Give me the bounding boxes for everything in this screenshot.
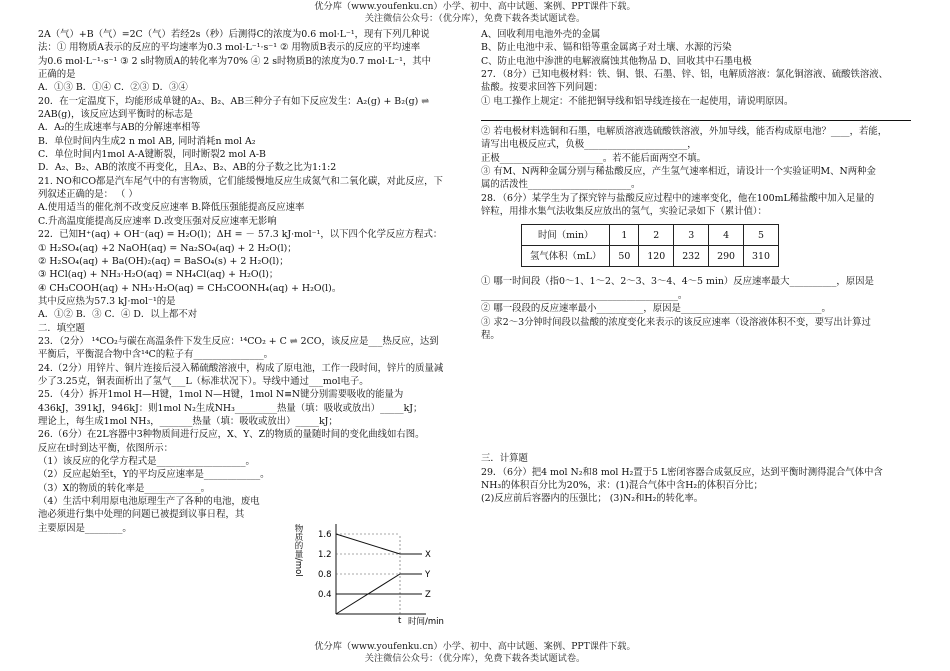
left-text-block	[38, 28, 470, 535]
right-column	[481, 28, 921, 628]
right-line: 盐酸。按要求回答下列问题：	[481, 82, 603, 94]
right-line: 锌粒，用排水集气法收集反应放出的氢气，实验记录如下（累计值）：	[481, 206, 767, 218]
right-text-block-2	[481, 275, 921, 342]
right-line: 正极______________________。若不能后面两空不填。	[481, 152, 707, 164]
page-footer	[0, 641, 950, 665]
right2-line: ② 哪一段段的反应速率最小__________，原因是______________________________。	[481, 303, 831, 315]
series-line-x	[336, 534, 422, 554]
table-row	[522, 246, 779, 267]
left-line: 2AB(g)，该反应达到平衡时的标志是	[38, 109, 193, 121]
left-line: 平衡后，平衡混合物中含¹⁴C的粒子有_______________。	[38, 349, 274, 361]
table-cell: 氢气体积（mL）	[522, 246, 610, 267]
left-line: 24.（2分）用锌片、铜片连接后浸入稀硫酸溶液中，构成了原电池，工作一段时间，锌片的质量减	[38, 362, 444, 374]
table-cell: 3	[674, 225, 709, 246]
table-cell: 50	[610, 246, 639, 267]
y-tick-label: 1.2	[318, 550, 332, 560]
right2-line: ③ 求2～3分钟时间段以盐酸的浓度变化来表示的该反应速率（设溶液体积不变，要写出计算过	[481, 316, 871, 328]
left-line: ① H₂SO₄(aq) +2 NaOH(aq) = Na₂SO₄(aq) + 2 H₂O(l)；	[38, 242, 297, 254]
right-line: 请写出电极反应式，负极______________________，	[481, 139, 697, 151]
table-header-row	[522, 225, 779, 246]
left-line: 436kJ，391kJ，946kJ：则1mol N₂生成NH₃_________热量（填：吸收或放出）_____kJ；	[38, 402, 423, 414]
left-line: C.升高温度能提高反应速率 D.改变压强对反应速率无影响	[38, 215, 277, 227]
table-cell: 时间（min）	[522, 225, 610, 246]
left-line: A．①③ B．①④ C．②③ D．③④	[38, 82, 188, 94]
left-line: 池必须进行集中处理的问题已被提到议事日程，其	[38, 509, 245, 521]
left-line: 23．（2分） ¹⁴CO₂与碳在高温条件下发生反应：¹⁴CO₂ + C ⇌ 2CO，该反应是___热反应，达到	[38, 335, 439, 347]
left-line: 少了3.25克，铜表面析出了氢气___L（标准状况下）。导线中通过___mol电子。	[38, 375, 369, 387]
left-line: 25．（4分）拆开1mol H—H键，1mol N—H键，1mol N≡N键分别需要吸收的能量为	[38, 389, 404, 401]
left-line: （4）生活中利用原电池原理生产了各种的电池，废电	[38, 496, 260, 508]
left-line: A．①② B．③ C．④ D．以上都不对	[38, 309, 198, 321]
right3-line: (2)反应前后容器内的压强比； (3)N₂和H₂的转化率。	[481, 493, 704, 505]
right2-line: __________________________________________。	[481, 289, 688, 301]
right-line: ② 若电极材料选铜和石墨，电解质溶液选硫酸铁溶液，外加导线，能否构成原电池？____，若能，	[481, 126, 888, 138]
left-line: （3）X的物质的转化率是____________。	[38, 482, 211, 494]
left-line: 22．已知H⁺(aq) + OH⁻(aq) = H₂O(l)；ΔH = － 57.3 kJ·mol⁻¹，以下四个化学反应方程式：	[38, 229, 443, 241]
table-cell: 2	[639, 225, 674, 246]
y-tick-label: 0.8	[318, 570, 332, 580]
chart-xlabel: 时间/min	[408, 617, 444, 627]
table-cell: 4	[709, 225, 744, 246]
y-tick-label: 0.4	[318, 590, 332, 600]
right-line	[481, 108, 911, 121]
right-line: 28．（6分）某学生为了探究锌与盐酸反应过程中的速率变化，他在100mL稀盐酸中加入足量的	[481, 192, 875, 204]
left-line: 其中反应热为57.3 kJ·mol⁻¹的是	[38, 295, 176, 307]
right-line: ① 电工操作上规定：不能把铜导线和铝导线连接在一起使用，请说明原因。	[481, 95, 794, 107]
right3-line: 29．（6分）把4 mol N₂和8 mol H₂置于5 L密闭容器合成氨反应，达到平衡时测得混合气体中含	[481, 466, 883, 478]
right-line: A、回收利用电池外壳的金属	[481, 29, 601, 40]
right-text-block-1	[481, 28, 921, 218]
table-cell: 5	[744, 225, 779, 246]
left-line: 二．填空题	[38, 322, 85, 334]
table-cell: 1	[610, 225, 639, 246]
right-line: 27．（8分）已知电极材料：铁、铜、银、石墨、锌、铝，电解质溶液：氯化铜溶液、硫酸铁溶液、	[481, 69, 888, 81]
right-line: 属的活泼性______________________。	[481, 179, 641, 191]
left-line: 26.（6分）在2L容器中3种物质间进行反应，X、Y、Z的物质的量随时间的变化曲线如右图。	[38, 429, 425, 441]
left-line: 法：① 用物质A表示的反应的平均速率为0.3 mol·L⁻¹·s⁻¹ ② 用物质B表示的反应的平均速率	[38, 42, 421, 54]
right-line: B、防止电池中汞、镉和铅等重金属离子对土壤、水源的污染	[481, 42, 732, 54]
right3-line: 三．计算题	[481, 453, 528, 465]
series-label-y: Y	[425, 570, 431, 580]
left-line: D．A₂、B₂、AB的浓度不再变化，且A₂、B₂、AB的分子数之比为1:1:2	[38, 162, 337, 174]
left-line: C．单位时间内1mol A-A键断裂，同时断裂2 mol A-B	[38, 149, 266, 161]
left-line: 理论上，每生成1mol NH₃，_______热量（填：吸收或放出）_____kJ；	[38, 415, 338, 427]
table-cell: 310	[744, 246, 779, 267]
left-line: ③ HCl(aq) + NH₃·H₂O(aq) = NH₄Cl(aq) + H₂O(l)；	[38, 269, 279, 281]
left-line: A.使用适当的催化剂不改变反应速率 B.降低压强能提高反应速率	[38, 202, 305, 214]
left-line: 为0.6 mol·L⁻¹·s⁻¹ ③ 2 s时物质A的转化率为70% ④ 2 s时物质B的浓度为0.7 mol·L⁻¹，其中	[38, 55, 432, 67]
left-line: ④ CH₃COOH(aq) + NH₃·H₂O(aq) = CH₃COONH₄(aq) + H₂O(l)。	[38, 282, 342, 294]
footer-line-2: 关注微信公众号：（优分库），免费下载各类试题试卷。	[364, 652, 586, 664]
left-line: （2）反应起始至t，Y的平均反应速率是____________。	[38, 469, 270, 481]
right3-line: NH₃的体积百分比为20%，求：(1)混合气体中含H₂的体积百分比；	[481, 479, 763, 491]
left-line: 20．在一定温度下，均能形成单键的A₂、B₂、AB三种分子有如下反应发生：A₂(g) + B₂(g) ⇌	[38, 95, 430, 107]
left-line: 反应在t时到达平衡，依图所示：	[38, 442, 174, 454]
y-tick-label: 1.6	[318, 530, 332, 540]
left-line: B．单位时间内生成2 n mol AB, 同时消耗n mol A₂	[38, 135, 256, 147]
left-line: 主要原因是________。	[38, 522, 132, 534]
left-line: 2A（气）+B（气）=2C（气）若经2s（秒）后测得C的浓度为0.6 mol·L⁻¹，现有下列几种说	[38, 29, 430, 40]
right-line: C、防止电池中渗泄的电解液腐蚀其他物品 D、回收其中石墨电极	[481, 55, 752, 67]
right2-line: 程。	[481, 329, 500, 341]
footer-line-1: 优分库（www.youfenku.cn）小学、初中、高中试题、案例、PPT课件下载。	[314, 641, 636, 652]
x-tick-label: t	[398, 616, 402, 626]
mole-time-chart	[293, 518, 456, 627]
series-label-z: Z	[425, 590, 431, 600]
series-label-x: X	[425, 550, 431, 560]
header-line-2: 关注微信公众号：（优分库），免费下载各类试题试卷。	[364, 12, 586, 24]
table-cell: 232	[674, 246, 709, 267]
right2-line: ① 哪一时间段（指0～1、1～2、2～3、3～4、4～5 min）反应速率最大__________，原因是	[481, 276, 874, 288]
right-text-block-3	[481, 452, 921, 505]
chart-ylabel: 物质的量/mol	[293, 524, 303, 577]
page-header	[0, 1, 950, 25]
header-line-1: 优分库（www.youfenku.cn）小学、初中、高中试题、案例、PPT课件下载。	[314, 1, 636, 12]
left-line: A．A₂的生成速率与AB的分解速率相等	[38, 122, 201, 134]
table-cell: 120	[639, 246, 674, 267]
left-line: 正确的是	[38, 69, 76, 81]
left-line: （1）该反应的化学方程式是___________________。	[38, 456, 255, 467]
left-line: 列叙述正确的是： （ ）	[38, 189, 138, 201]
left-line: 21. NO和CO都是汽车尾气中的有害物质，它们能缓慢地反应生成氮气和二氧化碳，对此反应，下	[38, 175, 443, 187]
table-cell: 290	[709, 246, 744, 267]
left-line: ② H₂SO₄(aq) + Ba(OH)₂(aq) = BaSO₄(s) + 2 H₂O(l)；	[38, 255, 289, 267]
hydrogen-volume-table	[521, 224, 779, 267]
right-line: ③ 有M、N两种金属分别与稀盐酸反应，产生氢气速率相近，请设计一个实验证明M、N两种金	[481, 166, 876, 178]
